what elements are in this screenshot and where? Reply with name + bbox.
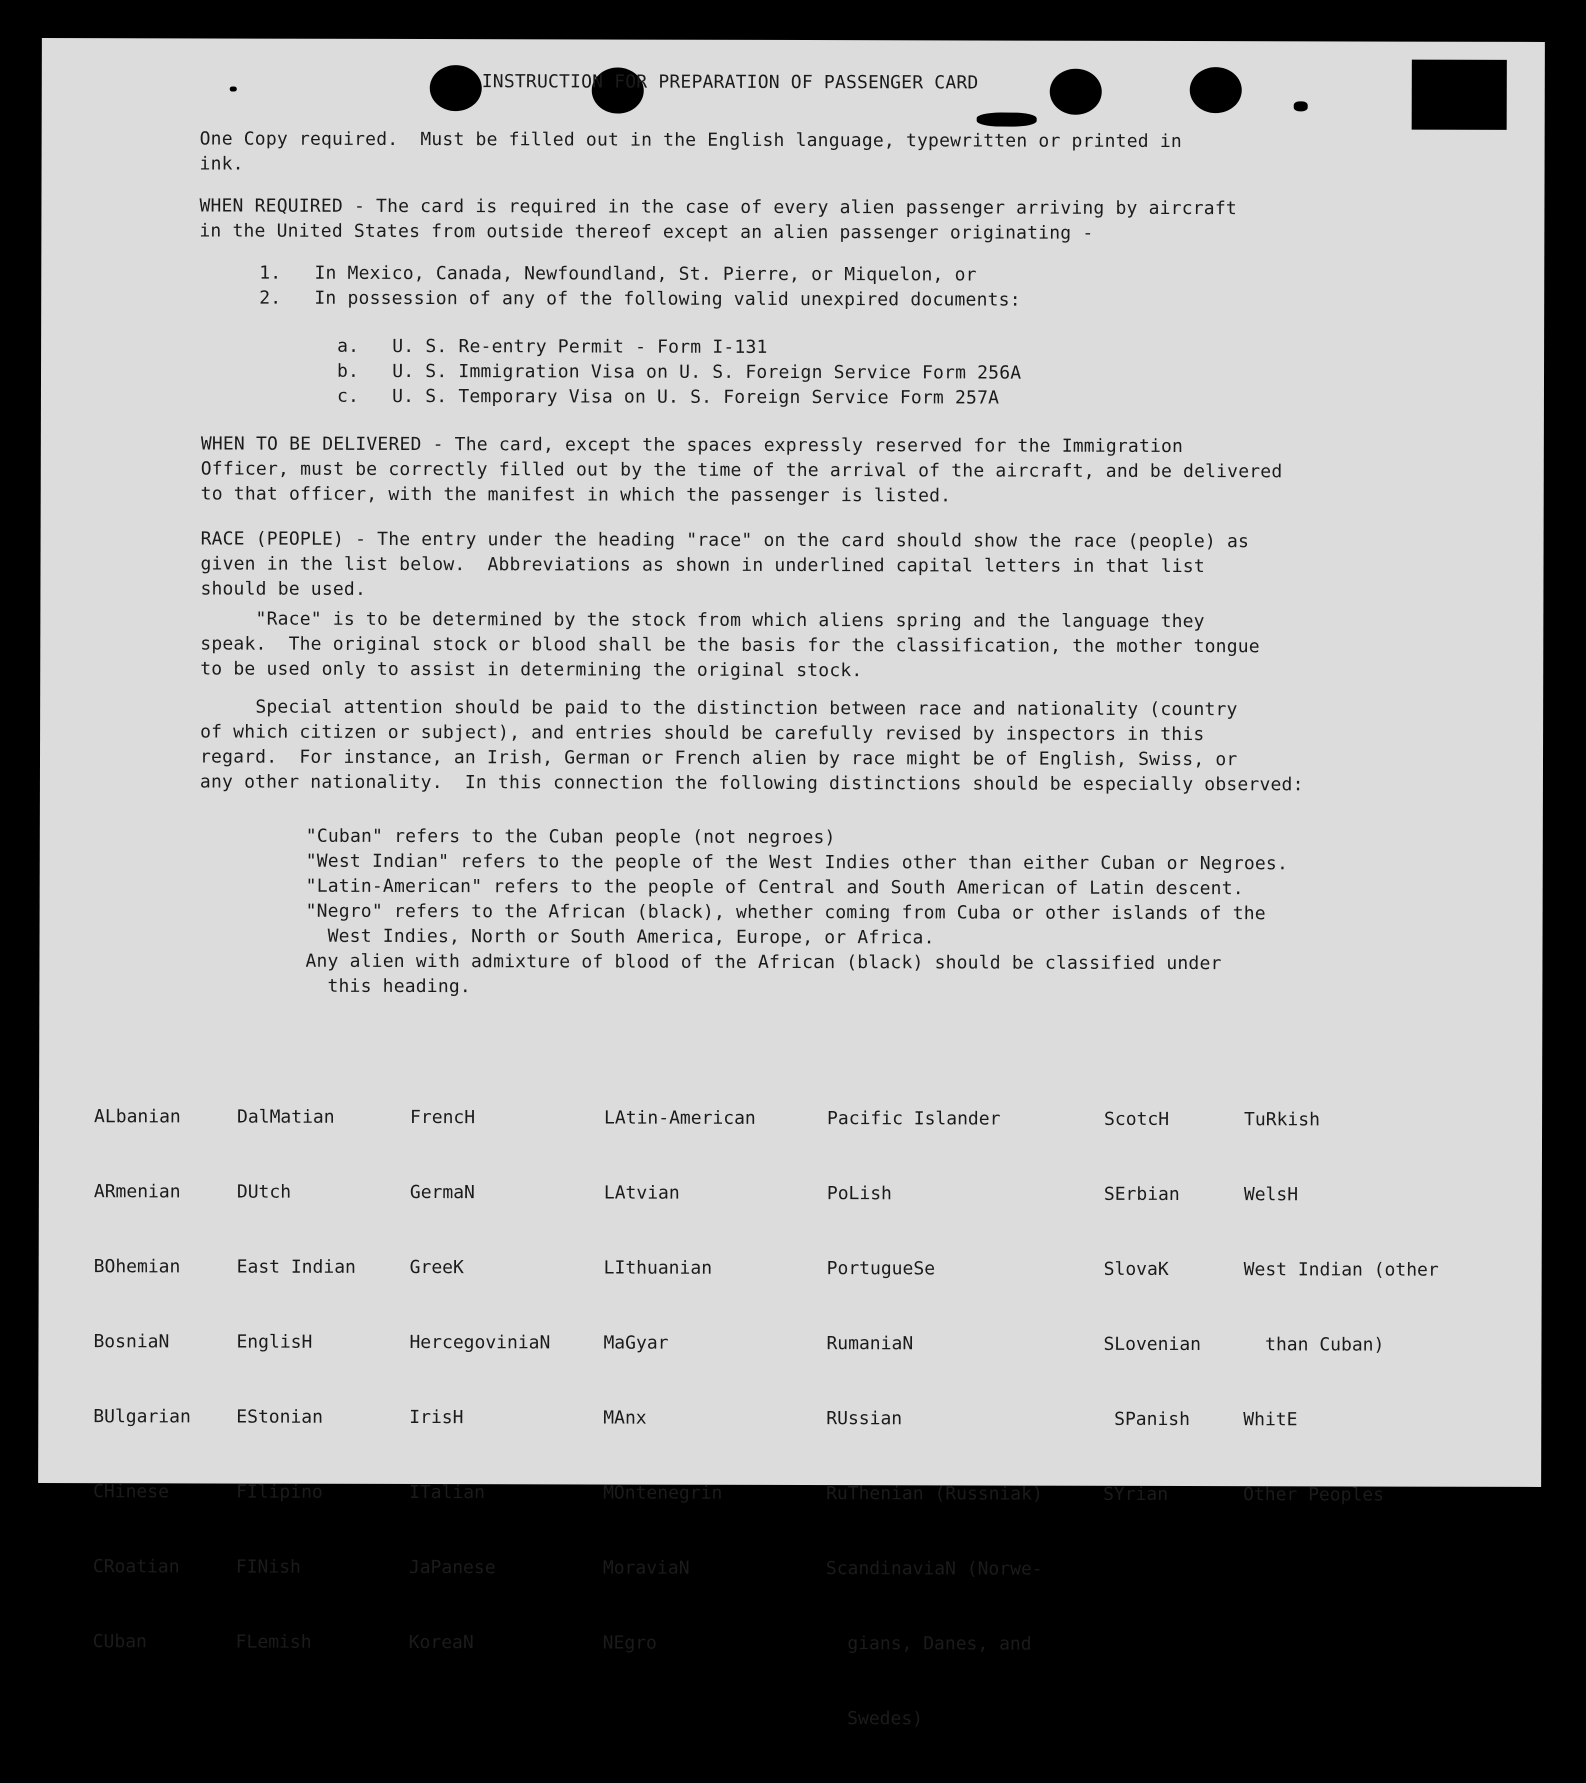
race-entry: EStonian (236, 1406, 324, 1428)
race-column (1243, 1057, 1439, 1558)
torn-corner (1412, 60, 1507, 130)
ink-smudge (977, 112, 1037, 126)
race-entry: than Cuban) (1243, 1334, 1385, 1356)
race-entry: GermaN (409, 1182, 475, 1204)
punch-hole (430, 65, 482, 111)
ink-smudge (1294, 101, 1308, 111)
race-entry: MoraviaN (602, 1557, 690, 1579)
race-entry: IrisH (409, 1407, 464, 1429)
race-column (409, 1055, 552, 1705)
race-entry: Swedes) (825, 1708, 924, 1730)
race-entry: RUssian (826, 1408, 903, 1430)
race-entry: ARmenian (93, 1181, 181, 1203)
punch-hole (1050, 69, 1102, 115)
race-entry: RumaniaN (826, 1333, 914, 1355)
race-entry: FINish (235, 1556, 301, 1578)
race-entry: LAtin-American (604, 1107, 756, 1129)
race-column (1103, 1057, 1202, 1557)
race-entry: LAtvian (603, 1182, 680, 1204)
race-entry: gians, Danes, and (825, 1633, 1032, 1655)
special-attention-paragraph: Special attention should be paid to the distinction between race and nationality (country of which citizen or subject), and entries should be carefully revised by inspectors in this regard. For instance, an Irish, German or French alien by race might be of English, Swiss, or any other nationality. In this connection the following distinctions should be especially observed: (199, 696, 1304, 796)
race-entry: East Indian (236, 1256, 356, 1278)
race-entry: SYrian (1103, 1483, 1169, 1505)
race-entry: SLovenian (1103, 1333, 1202, 1356)
race-entry: PoLish (826, 1183, 892, 1205)
race-entry: FrencH (410, 1107, 476, 1129)
race-entry: CUban (92, 1631, 147, 1653)
race-entry: NEgro (602, 1632, 657, 1654)
race-entry: Pacific Islander (827, 1108, 1001, 1130)
race-entry: WhitE (1243, 1409, 1298, 1431)
race-entry: ScotcH (1104, 1108, 1170, 1130)
document-page (38, 38, 1545, 1730)
race-entry: West Indian (other (1243, 1259, 1439, 1281)
exceptions-list: 1. In Mexico, Canada, Newfoundland, St. Pierre, or Miquelon, or 2. In possession of any of the following valid unexpired documents: (259, 262, 1021, 311)
race-entry: PortugueSe (826, 1258, 936, 1280)
race-entry: KoreaN (408, 1632, 474, 1654)
race-entry: GreeK (409, 1257, 464, 1279)
when-required-paragraph: WHEN REQUIRED - The card is required in the case of every alien passenger arriving by aircraft in the United States from outside thereof except an alien passenger originating - (199, 195, 1237, 244)
distinctions-list: "Cuban" refers to the Cuban people (not negroes) "West Indian" refers to the people of the West Indies other than either Cuban or Negroes. "Latin-American" refers to the people of Central and South American of Latin descent. "Negro" refers to the African (black), whether coming from Cuba or other islands of the West Indies, North or South America, Europe, or Africa. Any alien with admixture of blood of the African (black) should be classified under this heading. (305, 825, 1289, 998)
race-entry: BosniaN (93, 1331, 170, 1353)
race-entry: RuThenian (Russniak) (826, 1483, 1043, 1505)
race-people-paragraph: RACE (PEOPLE) - The entry under the heading "race" on the card should show the race (people) as given in the list below. Abbreviations as shown in underlined capital letters in that list should be used. (200, 528, 1250, 600)
race-entry: FLemish (235, 1631, 312, 1653)
race-entry: JaPanese (408, 1557, 496, 1579)
race-entry: CRoatian (92, 1556, 180, 1578)
race-entry: SPanish (1103, 1408, 1191, 1431)
race-entry: WelsH (1243, 1184, 1299, 1206)
race-entry: EnglisH (236, 1331, 313, 1353)
race-entry: ALbanian (94, 1106, 181, 1128)
race-entry: MaGyar (603, 1332, 669, 1354)
race-entry: FIlipino (236, 1481, 323, 1503)
race-entry: LIthuanian (603, 1257, 713, 1279)
race-entry: BUlgarian (93, 1406, 191, 1428)
race-entry: Other Peoples (1243, 1484, 1385, 1506)
race-entry: CHinese (93, 1481, 169, 1503)
race-entry: DalMatian (237, 1106, 335, 1128)
punch-hole (1190, 67, 1242, 113)
race-entry: ScandinaviaN (Norwe- (825, 1558, 1043, 1580)
race-entry: DUtch (236, 1181, 292, 1203)
race-entry: TuRkish (1244, 1109, 1320, 1131)
race-entry: ITalian (409, 1482, 485, 1504)
race-entry: HercegoviniaN (409, 1332, 551, 1354)
race-determined-paragraph: "Race" is to be determined by the stock from which aliens spring and the language they speak. The original stock or blood shall be the basis for the classification, the mother tongue to be used only to assist in determining the original stock. (200, 608, 1260, 682)
documents-list: a. U. S. Re-entry Permit - Form I-131 b. U. S. Immigration Visa on U. S. Foreign Service Form 256A c. U. S. Temporary Visa on U. S. Foreign Service Form 257A (336, 335, 1022, 409)
intro-paragraph: One Copy required. Must be filled out in the English language, typewritten or printed in ink. (199, 128, 1182, 175)
race-column (236, 1055, 357, 1705)
when-delivered-paragraph: WHEN TO BE DELIVERED - The card, except the spaces expressly reserved for the Immigration Officer, must be correctly filled out by the time of the arrival of the aircraft, and be delivered to that officer, with the manifest in which the passenger is listed. (200, 433, 1283, 507)
race-entry: SErbian (1103, 1183, 1180, 1206)
race-entry: MAnx (603, 1407, 647, 1429)
race-column (825, 1056, 1044, 1782)
race-entry: SlovaK (1103, 1258, 1169, 1280)
ink-smudge (230, 87, 237, 92)
race-column (603, 1056, 756, 1706)
race-entry: BOhemian (93, 1256, 181, 1278)
race-column (93, 1054, 192, 1704)
race-entry: MOntenegrin (603, 1482, 723, 1504)
page-title: INSTRUCTION FOR PREPARATION OF PASSENGER CARD (481, 71, 979, 94)
